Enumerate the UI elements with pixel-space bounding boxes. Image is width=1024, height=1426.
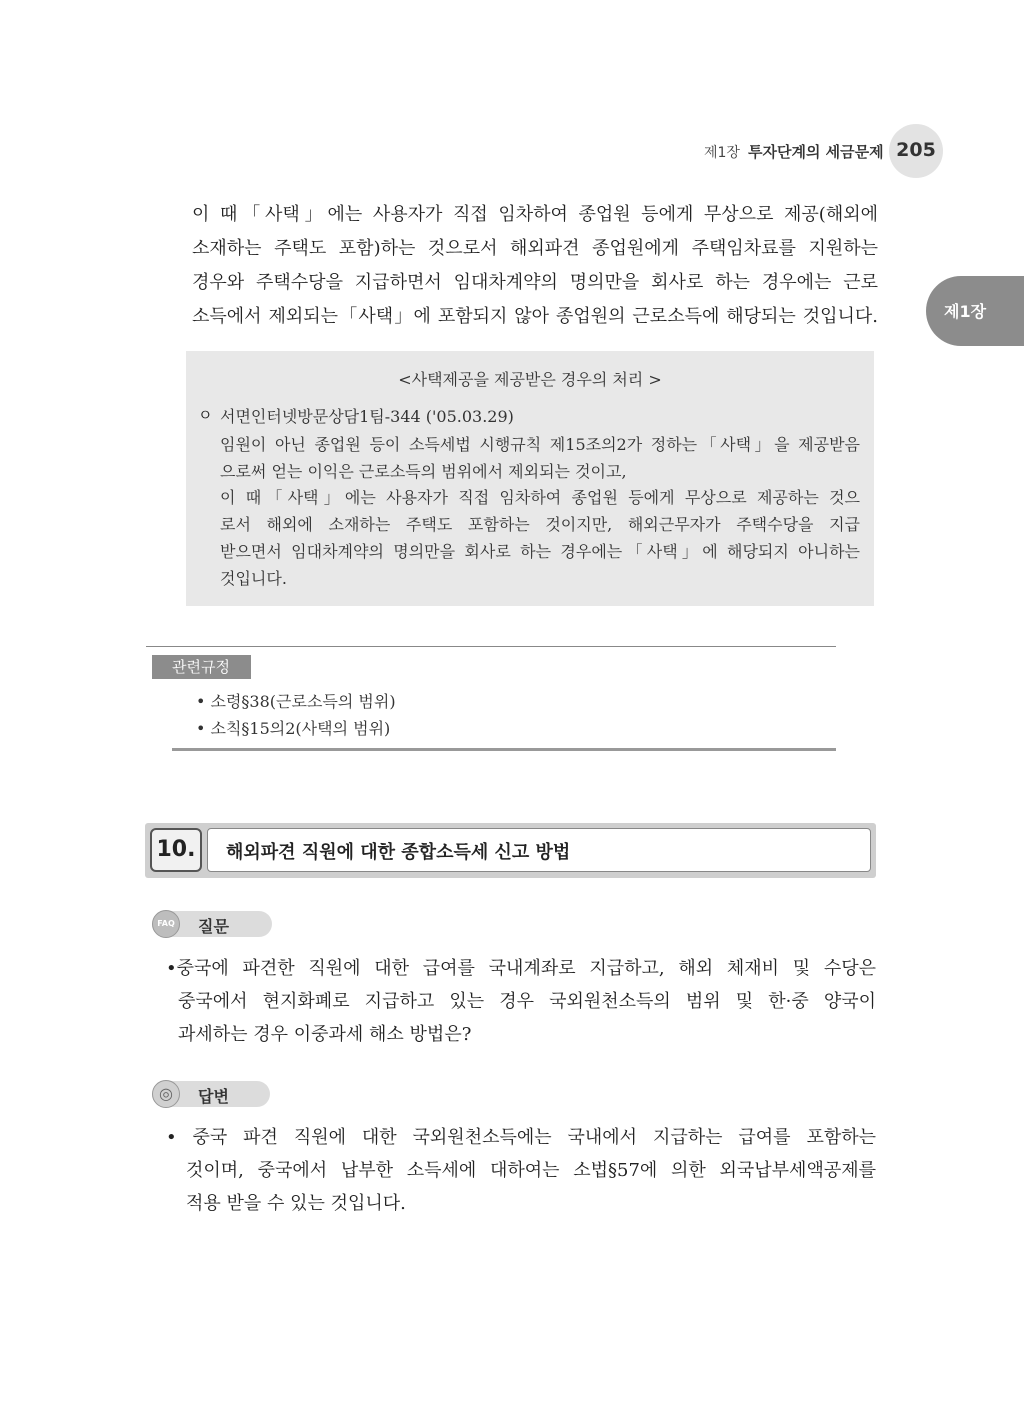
divider	[146, 646, 836, 647]
intro-paragraph	[192, 198, 878, 334]
intro-line: 경우와 주택수당을 지급하면서 임대차계약의 명의만을 회사로 하는 경우에는 근로	[192, 272, 878, 293]
answer-line: 것이며, 중국에서 납부한 소득세에 대하여는 소법§57에 의한 외국납부세액공제를	[186, 1160, 876, 1181]
question-line: 중국에서 현지화폐로 지급하고 있는 경우 국외원천소득의 범위 및 한·중 양국이	[178, 991, 876, 1012]
intro-line: 소득에서 제외되는「사택」에 포함되지 않아 종업원의 근로소득에 해당되는 것입니다.	[192, 306, 878, 327]
ruling-body	[220, 432, 860, 592]
related-rules-list	[196, 688, 396, 742]
answer-label: 답변	[198, 1087, 229, 1106]
ruling-source: 서면인터넷방문상담1팀-344 ('05.03.29)	[220, 407, 514, 426]
intro-line: 소재하는 주택도 포함)하는 것으로서 해외파견 종업원에게 주택임차료를 지원하는	[192, 238, 878, 259]
section-number: 10.	[150, 828, 202, 872]
question-body	[166, 952, 876, 1051]
ruling-box-title: <사택제공을 제공받은 경우의 처리 >	[398, 370, 662, 389]
question-line: •중국에 파견한 직원에 대한 급여를 국내계좌로 지급하고, 해외 체재비 및 수당은	[166, 958, 876, 979]
question-line: 과세하는 경우 이중과세 해소 방법은?	[178, 1024, 472, 1045]
answer-line: • 중국 파견 직원에 대한 국외원천소득에는 국내에서 지급하는 급여를 포함하는	[166, 1127, 876, 1148]
chapter-side-tab-label: 제1장	[944, 302, 987, 321]
section-title: 해외파견 직원에 대한 종합소득세 신고 방법	[226, 842, 571, 863]
divider	[172, 748, 836, 751]
ruling-line: 이 때「사택」에는 사용자가 직접 임차하여 종업원 등에게 무상으로 제공하는 것으	[220, 488, 860, 508]
ruling-line: 으로써 얻는 이익은 근로소득의 범위에서 제외되는 것이고,	[220, 461, 627, 481]
ruling-line: 것입니다.	[220, 568, 287, 588]
intro-line: 이 때「사택」에는 사용자가 직접 임차하여 종업원 등에게 무상으로 제공(해외에	[192, 204, 878, 225]
running-header-chapter: 제1장	[704, 145, 740, 161]
question-label: 질문	[198, 917, 229, 936]
ruling-line: 로서 해외에 소재하는 주택도 포함하는 것이지만, 해외근무자가 주택수당을 지급	[220, 515, 860, 535]
answer-line: 적용 받을 수 있는 것입니다.	[186, 1193, 406, 1214]
target-icon: ◎	[152, 1080, 180, 1108]
related-rule-item: • 소령§38(근로소득의 범위)	[196, 692, 396, 711]
faq-icon: FAQ	[152, 910, 180, 938]
ruling-line: 임원이 아닌 종업원 등이 소득세법 시행규칙 제15조의2가 정하는「사택」을 제공받음	[220, 435, 860, 454]
related-rule-item: • 소칙§15의2(사택의 범위)	[196, 719, 391, 738]
ruling-bullet: ㅇ	[198, 406, 213, 424]
running-header-title: 투자단계의 세금문제	[748, 143, 884, 161]
answer-body	[166, 1121, 876, 1220]
ruling-line: 받으면서 임대차계약의 명의만을 회사로 하는 경우에는「사택」에 해당되지 아니하는	[220, 541, 860, 561]
page-number: 205	[896, 139, 936, 161]
related-rules-label: 관련규정	[152, 655, 251, 679]
